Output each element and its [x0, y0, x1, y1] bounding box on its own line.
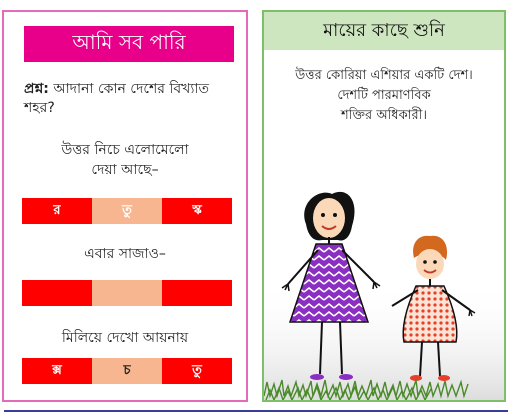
answer-hint-line-1: উত্তর নিচে এলোমেলো: [61, 142, 189, 158]
fact-line-2: দেশটি পারমাণবিক: [337, 88, 431, 103]
fact-line-3: শক্তির অধিকারী।: [341, 108, 427, 123]
jumbled-tile[interactable]: তু: [92, 198, 162, 224]
answer-slot[interactable]: [162, 280, 232, 306]
question: [24, 80, 239, 118]
mother-and-child-illustration: [264, 182, 504, 402]
answer-slots-row: [22, 280, 232, 306]
answer-slot[interactable]: [22, 280, 92, 306]
mirror-tile: ক্স: [22, 358, 92, 384]
mother-says-panel: [262, 10, 506, 402]
question-text: আদানা কোন দেশের বিখ্যাত শহর?: [24, 81, 209, 116]
mother-says-title: মায়ের কাছে শুনি: [264, 12, 504, 50]
answer-slot[interactable]: [92, 280, 162, 306]
fact-line-1: উত্তর কোরিয়া এশিয়ার একটি দেশ।: [295, 68, 473, 83]
quiz-panel: [2, 10, 248, 402]
mirror-tile: চ: [92, 358, 162, 384]
rearrange-instruction: এবার সাজাও–: [84, 246, 166, 262]
question-label: প্রশ্ন:: [24, 81, 49, 97]
jumbled-tiles-row: [22, 198, 232, 224]
fact-text: [270, 66, 498, 126]
answer-hint-line-2: দেয়া আছে–: [91, 162, 159, 178]
mirror-instruction: মিলিয়ে দেখো আয়নায়: [61, 330, 189, 346]
jumbled-tile[interactable]: স্ক: [162, 198, 232, 224]
mirror-tile: তু: [162, 358, 232, 384]
mirror-tiles-row: [22, 358, 232, 384]
bottom-divider: [4, 410, 508, 418]
answer-hint: [4, 140, 246, 180]
jumbled-tile[interactable]: র: [22, 198, 92, 224]
quiz-title: আমি সব পারি: [24, 26, 234, 62]
